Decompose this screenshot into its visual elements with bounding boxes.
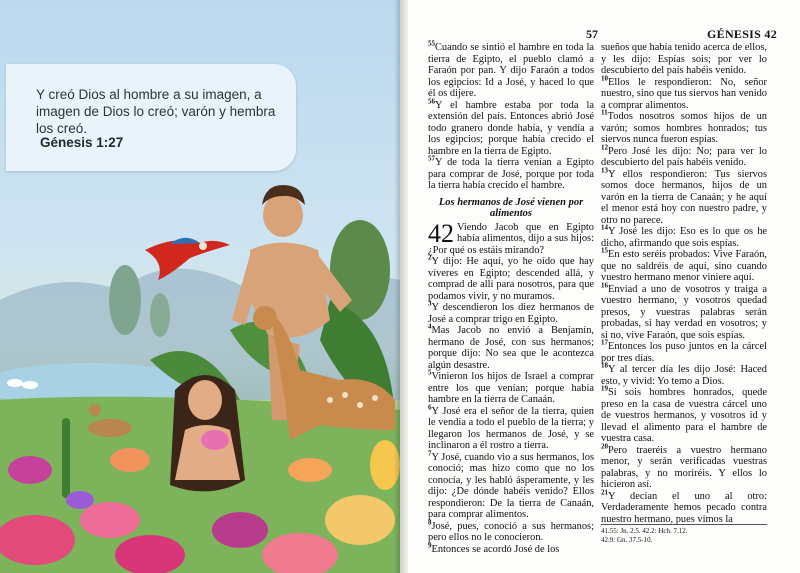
verse-number: 56 bbox=[428, 97, 435, 106]
verse-text: Vinieron los hijos de Israel a comprar entre los que venían; porque había hambre en la tierra de Canaán. bbox=[428, 371, 594, 405]
verse-number: 4 bbox=[428, 322, 432, 331]
verse bbox=[428, 541, 594, 556]
verse-text: Y ellos respondieron: Tus siervos somos doce hermanos, hijos de un varón en la tierra de Canaán; y he aquí el menor está hoy con nuestro padre, y otro no parece. bbox=[601, 168, 767, 226]
running-header: GÉNESIS 42 bbox=[707, 27, 778, 41]
page-number: 57 bbox=[586, 27, 598, 41]
verse bbox=[428, 449, 594, 521]
swan-2 bbox=[22, 381, 38, 389]
verse-card-text: Y creó Dios al hombre a su imagen, a imagen de Dios lo creó; varón y hembra los creó. bbox=[36, 87, 276, 136]
verse bbox=[601, 143, 767, 169]
tree-bg-1 bbox=[109, 265, 141, 335]
verse-number: 14 bbox=[601, 223, 608, 232]
verse-text: Si sois hombres honrados, quede preso en la casa de vuestra cárcel uno de vuestros hermanos, y vosotros id y llevad el alimento para el hambre de vuestra casa. bbox=[601, 387, 767, 444]
verse-card-reference: Génesis 1:27 bbox=[40, 135, 124, 150]
verse-text: José, pues, conoció a sus hermanos; pero ellos no le conocieron. bbox=[428, 520, 594, 543]
verse-text: Y decían el uno al otro: Verdaderamente hemos pecado contra nuestro hermano, pues vimos la bbox=[601, 490, 767, 525]
verses-before-chapter bbox=[428, 39, 594, 192]
verse bbox=[428, 97, 594, 158]
verse bbox=[601, 246, 767, 284]
text-column-1 bbox=[428, 39, 594, 555]
verse bbox=[601, 108, 767, 146]
verse-number: 6 bbox=[428, 403, 432, 412]
verses-column-2 bbox=[601, 42, 767, 525]
verse-text: Entonces los puso juntos en la cárcel por tres días. bbox=[601, 341, 767, 364]
verse-number: 19 bbox=[601, 384, 608, 393]
verse-text: Pero traeréis a vuestro hermano menor, y serán verificadas vuestras palabras, y no moriréis. Y ellos lo hicieron así. bbox=[601, 444, 767, 490]
verse bbox=[601, 384, 767, 445]
verses-after-chapter bbox=[428, 253, 594, 555]
verse-number: 7 bbox=[428, 449, 432, 458]
verse bbox=[428, 253, 594, 302]
verse bbox=[428, 154, 594, 192]
verse-number: 8 bbox=[428, 518, 432, 527]
verse bbox=[601, 338, 767, 364]
verse bbox=[601, 281, 767, 342]
chapter-first-verse: Viendo Jacob que en Egipto había alimentos, dijo a sus hijos: ¿Por qué os estáis mirando? bbox=[428, 221, 594, 256]
verse bbox=[601, 74, 767, 112]
verse-text: sueños que había tenido acerca de ellos, y les dijo: Espías sois; por ver lo descubierto del país habéis venido. bbox=[601, 42, 767, 76]
small-deer-head bbox=[89, 404, 101, 416]
verse-text: Ellos le respondieron: No, señor nuestro, sino que tus siervos han venido a comprar alimentos. bbox=[601, 76, 767, 111]
verse-text: Y al tercer día les dijo José: Haced esto, y vivid: Yo temo a Dios. bbox=[601, 364, 767, 387]
verse-text: Y José, cuando vio a sus hermanos, los conoció; mas hizo como que no los conocía, y les habló ásperamente, y les dijo: ¿De dónde habéis venido? Ellos respondieron: De la tierra de Canaán, para comprar alimentos. bbox=[428, 451, 594, 520]
verse-number: 18 bbox=[601, 361, 608, 370]
verse-number: 17 bbox=[601, 338, 608, 347]
verse-number: 12 bbox=[601, 143, 608, 152]
verse-text: Enviad a uno de vosotros y traiga a vuestro hermano, y vosotros quedad presos, y vuestras palabras serán probadas, si hay verdad en vosotros; y si no, vive Faraón, que sois espías. bbox=[601, 283, 767, 341]
verse-text: Y el hambre estaba por toda la extensión del país. Entonces abrió José todo granero donde había, y vendía a los egipcios; porque había crecido el hambre en la tierra de Egipto. bbox=[428, 99, 594, 157]
verse bbox=[428, 403, 594, 452]
verse-text: Pero José les dijo: No; para ver lo descubierto del país habéis venido. bbox=[601, 145, 767, 168]
verse-number: 9 bbox=[428, 541, 432, 550]
verse-number: 20 bbox=[601, 442, 608, 451]
verse bbox=[428, 518, 594, 544]
verse bbox=[601, 361, 767, 387]
verse-number: 5 bbox=[428, 368, 432, 377]
verse-number: 15 bbox=[601, 246, 608, 255]
cross-reference-divider bbox=[601, 524, 767, 525]
verse-number: 13 bbox=[601, 166, 608, 175]
swan-1 bbox=[7, 379, 23, 387]
verse-text: Entonces se acordó José de los bbox=[431, 543, 560, 555]
verse bbox=[428, 39, 594, 100]
verse-number: 3 bbox=[428, 299, 432, 308]
cross-reference-line: 41.55: Jn. 2.5. 42.2: Hch. 7.12. bbox=[601, 527, 688, 535]
section-heading: Los hermanos de José vienen por alimentos bbox=[438, 196, 584, 219]
chapter-opening bbox=[428, 218, 594, 257]
cactus bbox=[62, 418, 70, 498]
verse-number: 10 bbox=[601, 74, 608, 83]
verse bbox=[428, 299, 594, 325]
verse bbox=[428, 322, 594, 371]
verse-text: Y de toda la tierra venían a Egipto para comprar de José, porque por toda la tierra había crecido el hambre. bbox=[428, 157, 594, 191]
text-column-2 bbox=[601, 42, 767, 525]
verse-text: Todos nosotros somos hijos de un varón; somos hombres honrados; tus siervos nunca fueron espías. bbox=[601, 111, 767, 145]
cross-references bbox=[601, 527, 767, 544]
verse bbox=[601, 223, 767, 249]
verse-text: Cuando se sintió el hambre en toda la tierra de Egipto, el pueblo clamó a Faraón por pan. Y dijo Faraón a todos los egipcios: Id a José, y haced lo que él os dijere. bbox=[428, 42, 594, 99]
tree-bg-2 bbox=[150, 293, 170, 337]
verse bbox=[601, 166, 767, 227]
verse bbox=[601, 488, 767, 526]
chapter-number: 42 bbox=[428, 218, 454, 248]
verse bbox=[601, 42, 767, 77]
verse-number: 57 bbox=[428, 154, 435, 163]
verse-card bbox=[6, 64, 296, 171]
cross-reference-line: 42.9: Gn. 37.5-10. bbox=[601, 535, 653, 544]
small-deer bbox=[88, 419, 132, 437]
verse-text: Y José era el señor de la tierra, quien le vendía a todo el pueblo de la tierra; y llegaron los hermanos de José, y se inclinaron a él rostro a tierra. bbox=[428, 405, 594, 451]
verse bbox=[428, 368, 594, 406]
verse-text: En esto seréis probados: Vive Faraón, que no saldréis de aquí, sino cuando vuestro hermano menor viniere aquí. bbox=[601, 249, 767, 283]
verse-number: 16 bbox=[601, 281, 608, 290]
verse-text: Mas Jacob no envió a Benjamín, hermano de José, con sus hermanos; porque dijo: No sea que le acontezca algún desastre. bbox=[428, 325, 594, 371]
verse-text: Y dijo: He aquí, yo he oído que hay víveres en Egipto; descended allá, y comprad de allí para nosotros, para que podamos vivir, y no muramos. bbox=[428, 256, 594, 302]
verse bbox=[601, 442, 767, 491]
verse-number: 11 bbox=[601, 108, 608, 117]
verse-text: Y descendieron los diez hermanos de José a comprar trigo en Egipto. bbox=[428, 302, 594, 325]
verse-number: 2 bbox=[428, 253, 432, 262]
verse-number: 55 bbox=[428, 39, 435, 48]
verse-text: Y José les dijo: Eso es lo que os he dicho, afirmando que sois espías. bbox=[601, 226, 767, 249]
verse-number: 21 bbox=[601, 488, 608, 497]
